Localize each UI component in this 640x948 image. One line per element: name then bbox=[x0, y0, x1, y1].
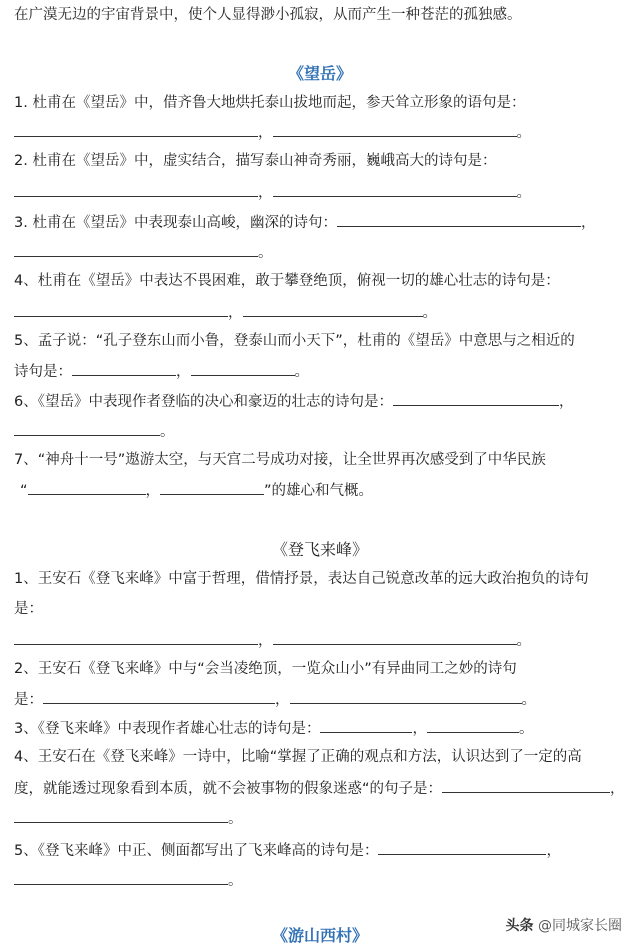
answer-blank[interactable] bbox=[393, 391, 559, 406]
question-text: 3、《登飞来峰》中表现作者雄心壮志的诗句是： bbox=[14, 721, 321, 737]
question-text: 5、《登飞来峰》中正、侧面都写出了飞来峰高的诗句是： bbox=[14, 843, 379, 859]
answer-blank[interactable] bbox=[160, 480, 264, 495]
answer-blank[interactable] bbox=[14, 182, 258, 197]
answer-line: ， 。 bbox=[14, 302, 437, 322]
answer-blank[interactable] bbox=[14, 421, 160, 436]
answer-blank[interactable] bbox=[14, 242, 258, 257]
question-text: 是： bbox=[14, 601, 43, 617]
question-text: 1、王安石《登飞来峰》中富于哲理，借情抒景，表达自己锐意改革的远大政治抱负的诗句 bbox=[14, 571, 589, 587]
question-text: 度，就能透过现象看到本质，就不会被事物的假象迷惑“的句子是： bbox=[14, 781, 443, 797]
question-text: 6、《望岳》中表现作者登临的决心和豪迈的壮志的诗句是： bbox=[14, 394, 393, 410]
answer-blank[interactable] bbox=[43, 689, 275, 704]
answer-line: 。 bbox=[14, 870, 243, 890]
answer-line: 。 bbox=[14, 808, 243, 828]
answer-blank[interactable] bbox=[427, 718, 519, 733]
answer-blank[interactable] bbox=[290, 689, 522, 704]
answer-line: ， 。 bbox=[14, 122, 531, 142]
section-title-feilaifeng: 《登飞来峰》 bbox=[271, 540, 368, 559]
question-text: 2、王安石《登飞来峰》中与“会当凌绝顶，一览众山小”有异曲同工之妙的诗句 bbox=[14, 661, 517, 677]
answer-blank[interactable] bbox=[273, 630, 517, 645]
question-text: 2. 杜甫在《望岳》中，虚实结合，描写泰山神奇秀丽，巍峨高大的诗句是： bbox=[14, 153, 497, 169]
answer-line: ， 。 bbox=[14, 182, 531, 202]
watermark-logo: 头条 bbox=[505, 918, 534, 934]
question-line: 诗句是： ， 。 bbox=[14, 361, 309, 381]
answer-line: 。 bbox=[14, 421, 175, 441]
answer-blank[interactable] bbox=[320, 718, 412, 733]
question-text: 4、王安石在《登飞来峰》一诗中，比喻“掌握了正确的观点和方法，认识达到了一定的高 bbox=[14, 749, 582, 765]
question-line: 3、《登飞来峰》中表现作者雄心壮志的诗句是： ， 。 bbox=[14, 718, 533, 738]
question-text: 5、孟子说：“孔子登东山而小鲁，登泰山而小天下”，杜甫的《望岳》中意思与之相近的 bbox=[14, 333, 575, 349]
answer-blank[interactable] bbox=[14, 630, 258, 645]
answer-blank[interactable] bbox=[442, 778, 610, 793]
question-line: 3. 杜甫在《望岳》中表现泰山高峻，幽深的诗句： ， bbox=[14, 212, 595, 232]
answer-blank[interactable] bbox=[28, 480, 146, 495]
answer-blank[interactable] bbox=[14, 870, 228, 885]
question-line: 5、《登飞来峰》中正、侧面都写出了飞来峰高的诗句是： ， bbox=[14, 840, 561, 860]
question-text: 1. 杜甫在《望岳》中，借齐鲁大地烘托泰山拔地而起，参天耸立形象的语句是： bbox=[14, 95, 526, 111]
answer-blank[interactable] bbox=[337, 212, 581, 227]
watermark-handle: @同城家长圈 bbox=[538, 918, 622, 934]
question-line: 是： ， 。 bbox=[14, 689, 536, 709]
question-line: 6、《望岳》中表现作者登临的决心和豪迈的壮志的诗句是： ， bbox=[14, 391, 573, 411]
answer-blank[interactable] bbox=[14, 808, 228, 823]
answer-line: ， 。 bbox=[14, 630, 531, 650]
answer-blank[interactable] bbox=[273, 122, 517, 137]
answer-line: 。 bbox=[14, 242, 273, 262]
intro-text: 在广漠无边的宇宙背景中，使个人显得渺小孤寂，从而产生一种苍茫的孤独感。 bbox=[14, 7, 522, 23]
answer-blank[interactable] bbox=[273, 182, 517, 197]
answer-line: “ ， ”的雄心和气概。 bbox=[14, 480, 373, 500]
answer-blank[interactable] bbox=[378, 840, 546, 855]
answer-blank[interactable] bbox=[191, 361, 295, 376]
question-text: 3. 杜甫在《望岳》中表现泰山高峻，幽深的诗句： bbox=[14, 215, 337, 231]
answer-blank[interactable] bbox=[72, 361, 176, 376]
question-text: 7、“神舟十一号”遨游太空，与天宫二号成功对接，让全世界再次感受到了中华民族 bbox=[14, 452, 546, 468]
watermark bbox=[502, 913, 626, 937]
answer-blank[interactable] bbox=[243, 302, 423, 317]
question-text: 4、杜甫在《望岳》中表达不畏困难，敢于攀登绝顶，俯视一切的雄心壮志的诗句是： bbox=[14, 273, 560, 289]
question-line: 度，就能透过现象看到本质，就不会被事物的假象迷惑“的句子是： ， bbox=[14, 778, 625, 798]
answer-blank[interactable] bbox=[14, 122, 258, 137]
question-text: 诗句是： bbox=[14, 364, 72, 380]
section-title-wangyue: 《望岳》 bbox=[287, 64, 352, 83]
section-title-youshanxicun: 《游山西村》 bbox=[271, 926, 368, 945]
question-text: 是： bbox=[14, 692, 43, 708]
answer-blank[interactable] bbox=[14, 302, 228, 317]
